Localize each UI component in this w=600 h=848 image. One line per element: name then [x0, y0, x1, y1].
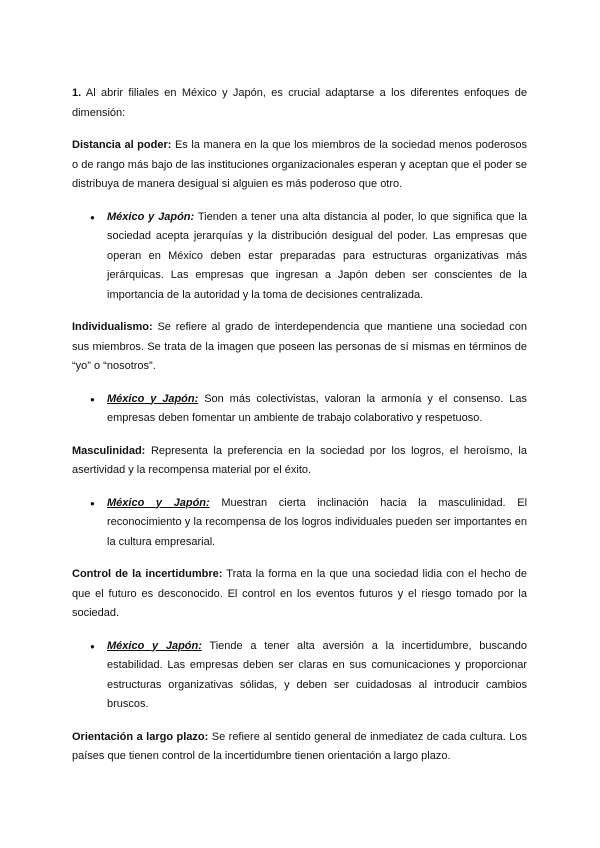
dimension-term: Masculinidad: — [72, 444, 146, 457]
dimension-paragraph-power-distance — [72, 136, 527, 195]
intro-text: Al abrir filiales en México y Japón, es crucial adaptarse a los diferentes enfoques de dimensión: — [72, 87, 527, 119]
bullet-item — [90, 637, 527, 715]
bullet-text: Muestran cierta inclinación hacia la masculinidad. El reconocimiento y la recompensa de los logros individuales pueden ser importantes en la cultura empresarial. — [107, 496, 528, 548]
dimension-definition: Trata la forma en la que una sociedad lidia con el hecho de que el futuro es desconocido. El control en los eventos futuros y el riesgo tomado por la sociedad. — [72, 568, 527, 619]
intro-paragraph — [72, 84, 527, 123]
dimension-paragraph-masculinity — [72, 442, 527, 481]
dimension-definition: Se refiere al grado de interdependencia que mantiene una sociedad con sus miembros. Se trata de la imagen que poseen las personas de sí mismas en términos de “yo” o “nosotros”. — [72, 321, 527, 372]
dimension-paragraph-long-term — [72, 728, 527, 767]
bullet-list — [72, 390, 527, 429]
dimension-term: Control de la incertidumbre: — [72, 568, 223, 580]
bullet-subject: México y Japón: — [107, 639, 202, 652]
bullet-text: Son más colectivistas, valoran la armonía y el consenso. Las empresas deben fomentar un ambiente de trabajo colaborativo y respetuoso. — [107, 392, 527, 424]
dimension-paragraph-individualism — [72, 318, 527, 377]
bullet-icon: ● — [90, 498, 95, 508]
dimension-term: Individualismo: — [72, 321, 153, 333]
bullet-subject: México y Japón: — [107, 496, 210, 509]
bullet-text: Tiende a tener alta aversión a la incertidumbre, buscando estabilidad. Las empresas deben ser claras en sus comunicaciones y proporcionar estructuras organizativas sólidas, y deben ser cuidadosas al introducir cambios bruscos. — [107, 639, 527, 710]
document-page — [72, 84, 527, 780]
dimension-definition: Es la manera en la que los miembros de la sociedad menos poderosos o de rango más bajo de las instituciones organizacionales esperan y aceptan que el poder se distribuya de manera desigual si alguien es más poderoso que otro. — [72, 139, 527, 190]
bullet-icon: ● — [90, 394, 95, 404]
bullet-item — [90, 390, 527, 429]
bullet-list — [72, 494, 527, 553]
dimension-definition: Representa la preferencia en la sociedad por los logros, el heroísmo, la asertividad y la recompensa material por el éxito. — [72, 444, 527, 476]
bullet-icon: ● — [90, 641, 95, 651]
dimension-term: Distancia al poder: — [72, 139, 172, 151]
bullet-list — [72, 208, 527, 306]
dimension-paragraph-uncertainty — [72, 565, 527, 624]
section-number: 1. — [72, 87, 82, 99]
bullet-list — [72, 637, 527, 715]
bullet-subject: México y Japón: — [107, 210, 195, 223]
dimension-definition: Se refiere al sentido general de inmediatez de cada cultura. Los países que tienen control de la incertidumbre tienen orientación a largo plazo. — [72, 730, 527, 762]
bullet-item — [90, 494, 528, 553]
bullet-text: Tienden a tener una alta distancia al poder, lo que significa que la sociedad acepta jerarquías y la distribución desigual del poder. Las empresas que operan en México deben estar preparadas para estructuras organizativas más jerárquicas. Las empresas que ingresan a Japón deben ser conscientes de la importancia de la autoridad y la toma de decisiones centralizada. — [107, 210, 527, 301]
bullet-subject: México y Japón: — [107, 392, 199, 405]
bullet-icon: ● — [90, 212, 95, 222]
bullet-item — [90, 208, 527, 306]
dimension-term: Orientación a largo plazo: — [72, 730, 209, 743]
